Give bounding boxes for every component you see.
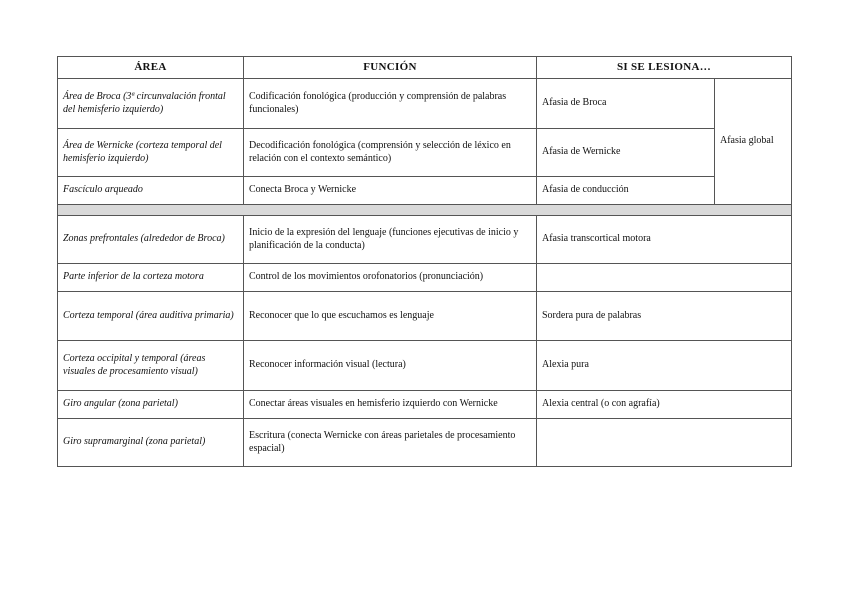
separator-row <box>58 205 792 216</box>
area-cell: Corteza temporal (área auditiva primaria) <box>58 292 244 341</box>
funcion-cell: Inicio de la expresión del lenguaje (funciones ejecutivas de inicio y planificación de la conducta) <box>244 216 537 264</box>
funcion-cell: Control de los movimientos orofonatorios (pronunciación) <box>244 264 537 292</box>
area-cell: Parte inferior de la corteza motora <box>58 264 244 292</box>
table-row <box>58 419 792 467</box>
lesion-cell: Afasia de conducción <box>537 177 715 205</box>
table-row <box>58 216 792 264</box>
area-cell: Área de Wernicke (corteza temporal del hemisferio izquierdo) <box>58 129 244 177</box>
table-row <box>58 341 792 391</box>
funcion-cell: Reconocer que lo que escuchamos es lenguaje <box>244 292 537 341</box>
area-cell: Área de Broca (3ª circunvalación frontal del hemisferio izquierdo) <box>58 79 244 129</box>
lesion-cell <box>537 264 792 292</box>
lesion-cell: Afasia de Broca <box>537 79 715 129</box>
area-cell: Corteza occipital y temporal (áreas visuales de procesamiento visual) <box>58 341 244 391</box>
lesion-cell: Alexia central (o con agrafía) <box>537 391 792 419</box>
funcion-cell: Codificación fonológica (producción y comprensión de palabras funcionales) <box>244 79 537 129</box>
funcion-cell: Conecta Broca y Wernicke <box>244 177 537 205</box>
table-row <box>58 129 792 177</box>
funcion-cell: Decodificación fonológica (comprensión y selección de léxico en relación con el contexto semántico) <box>244 129 537 177</box>
table-row <box>58 264 792 292</box>
lesion-cell <box>537 419 792 467</box>
area-cell: Fascículo arqueado <box>58 177 244 205</box>
table-row <box>58 292 792 341</box>
funcion-cell: Escritura (conecta Wernicke con áreas parietales de procesamiento espacial) <box>244 419 537 467</box>
table-header-row <box>58 57 792 79</box>
funcion-cell: Reconocer información visual (lectura) <box>244 341 537 391</box>
header-lesion: SI SE LESIONA… <box>537 57 792 79</box>
funcion-cell: Conectar áreas visuales en hemisferio izquierdo con Wernicke <box>244 391 537 419</box>
aphasia-table <box>57 56 792 467</box>
area-cell: Zonas prefrontales (alrededor de Broca) <box>58 216 244 264</box>
table-row <box>58 79 792 129</box>
table-row <box>58 391 792 419</box>
lesion-cell: Alexia pura <box>537 341 792 391</box>
lesion-cell: Afasia de Wernicke <box>537 129 715 177</box>
header-area: ÁREA <box>58 57 244 79</box>
area-cell: Giro supramarginal (zona parietal) <box>58 419 244 467</box>
header-funcion: FUNCIÓN <box>244 57 537 79</box>
area-cell: Giro angular (zona parietal) <box>58 391 244 419</box>
global-aphasia-cell: Afasia global <box>715 79 792 205</box>
table-row <box>58 177 792 205</box>
lesion-cell: Sordera pura de palabras <box>537 292 792 341</box>
separator-cell <box>58 205 792 216</box>
lesion-cell: Afasia transcortical motora <box>537 216 792 264</box>
